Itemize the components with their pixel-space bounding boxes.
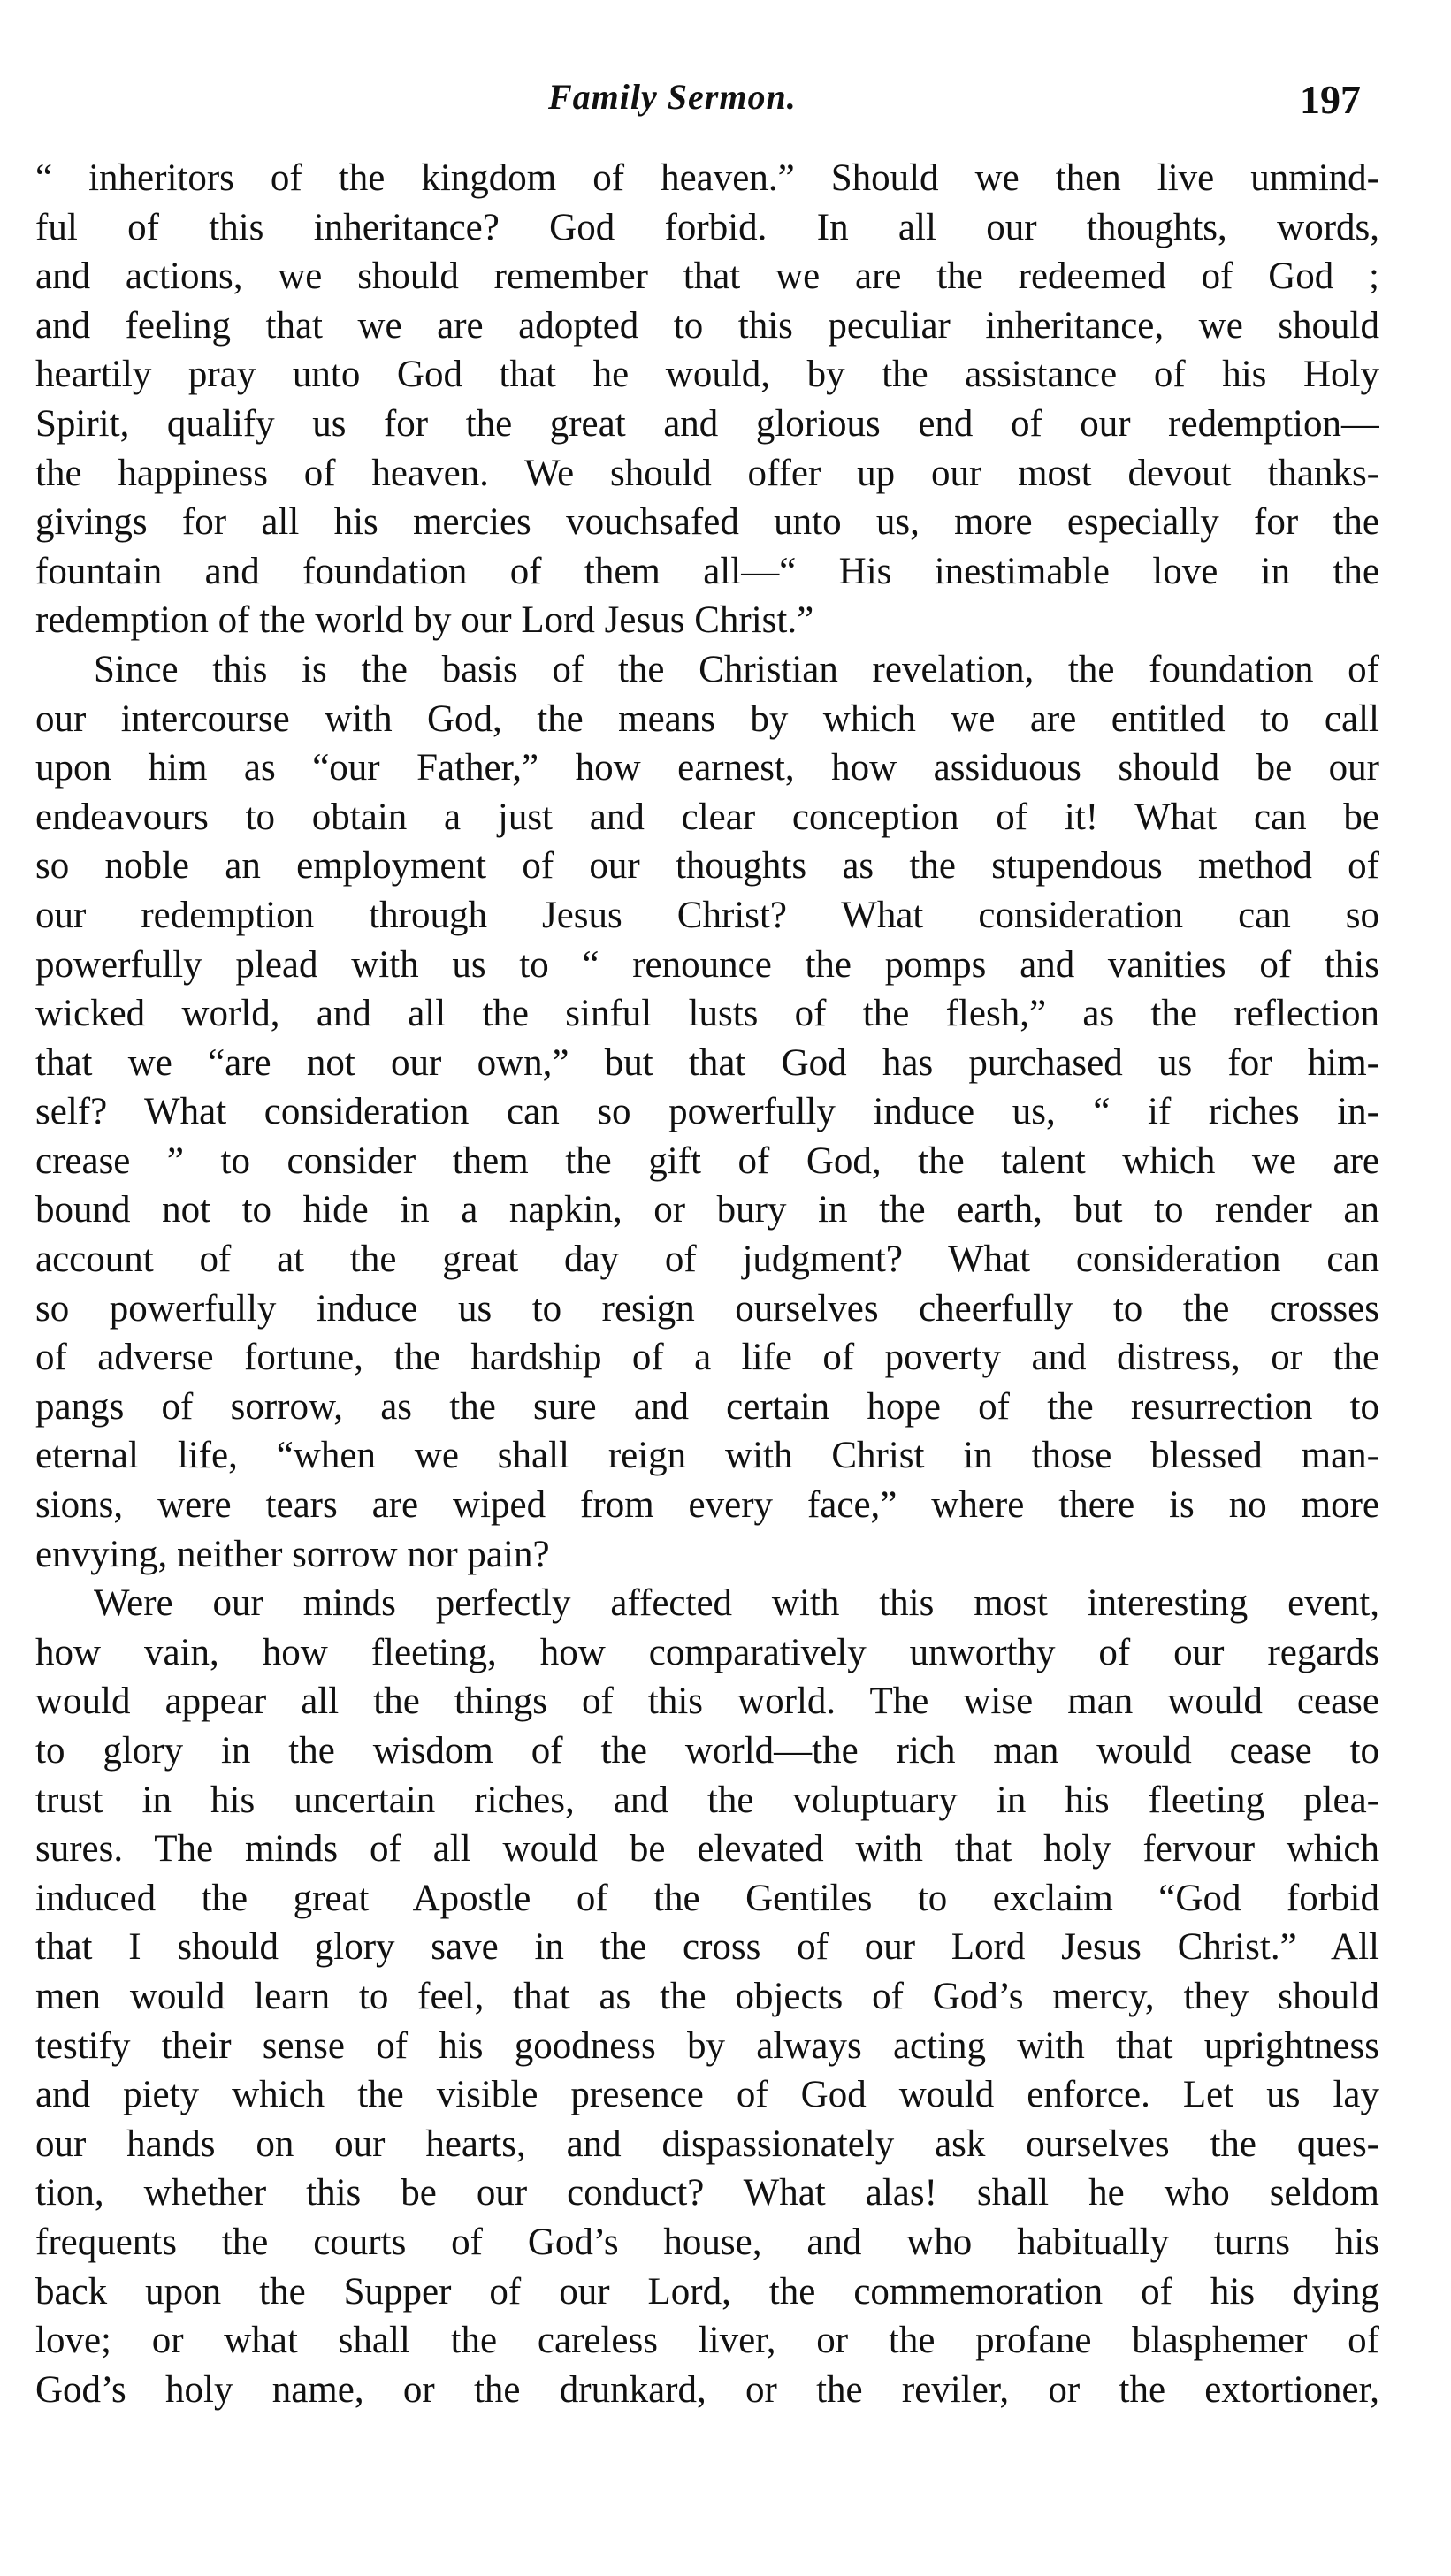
text-line: so noble an employment of our thoughts as the stupendous method of: [35, 845, 1379, 888]
running-title: Family Sermon.: [548, 77, 797, 117]
text-line: our intercourse with God, the means by which we are entitled to call: [35, 697, 1379, 740]
text-line: and piety which the visible presence of God would enforce. Let us lay: [35, 2074, 1379, 2116]
text-line: love; or what shall the careless liver, or the profane blasphemer of: [35, 2320, 1379, 2362]
text-line: powerfully plead with us to “ renounce the pomps and vanities of this: [35, 943, 1379, 986]
text-line: induced the great Apostle of the Gentiles to exclaim “God forbid: [35, 1877, 1379, 1919]
text-line: God’s holy name, or the drunkard, or the reviler, or the extortioner,: [35, 2368, 1379, 2411]
text-line: and feeling that we are adopted to this peculiar inheritance, we should: [35, 304, 1379, 347]
text-line: and actions, we should remember that we are the redeemed of God ;: [35, 255, 1379, 298]
paragraph-start-line: Since this is the basis of the Christian revelation, the foundation of: [94, 648, 1379, 690]
text-line: our redemption through Jesus Christ? What consideration can so: [35, 894, 1379, 936]
text-line: tion, whether this be our conduct? What alas! shall he who seldom: [35, 2172, 1379, 2214]
text-line: wicked world, and all the sinful lusts of the flesh,” as the reflection: [35, 993, 1379, 1035]
text-line: ful of this inheritance? God forbid. In all our thoughts, words,: [35, 206, 1379, 248]
text-line: the happiness of heaven. We should offer up our most devout thanks-: [35, 452, 1379, 494]
text-line: back upon the Supper of our Lord, the commemoration of his dying: [35, 2270, 1379, 2313]
text-line: pangs of sorrow, as the sure and certain hope of the resurrection to: [35, 1385, 1379, 1428]
text-line: frequents the courts of God’s house, and who habitually turns his: [35, 2221, 1379, 2263]
sermon-text: [35, 154, 1379, 2414]
page-number: 197: [1300, 77, 1361, 122]
text-line: givings for all his mercies vouchsafed unto us, more especially for the: [35, 501, 1379, 544]
text-line: crease ” to consider them the gift of God, the talent which we are: [35, 1139, 1379, 1182]
text-line: bound not to hide in a napkin, or bury in the earth, but to render an: [35, 1189, 1379, 1231]
text-line: to glory in the wisdom of the world—the rich man would cease to: [35, 1730, 1379, 1772]
text-line: of adverse fortune, the hardship of a life of poverty and distress, or the: [35, 1337, 1379, 1379]
text-line: heartily pray unto God that he would, by the assistance of his Holy: [35, 354, 1379, 396]
text-line: that I should glory save in the cross of our Lord Jesus Christ.” All: [35, 1926, 1379, 1969]
paragraph-start-line: Were our minds perfectly affected with this most interesting event,: [94, 1582, 1379, 1625]
text-line: trust in his uncertain riches, and the voluptuary in his fleeting plea-: [35, 1779, 1379, 1821]
running-head: [0, 76, 1451, 129]
text-line: testify their sense of his goodness by always acting with that uprightness: [35, 2024, 1379, 2067]
text-line: would appear all the things of this world. The wise man would cease: [35, 1680, 1379, 1723]
text-line: our hands on our hearts, and dispassionately ask ourselves the ques-: [35, 2123, 1379, 2165]
text-line: self? What consideration can so powerfully induce us, “ if riches in-: [35, 1091, 1379, 1133]
text-line: upon him as “our Father,” how earnest, how assiduous should be our: [35, 747, 1379, 789]
text-line: endeavours to obtain a just and clear conception of it! What can be: [35, 796, 1379, 838]
text-line: that we “are not our own,” but that God has purchased us for him-: [35, 1041, 1379, 1084]
text-line: so powerfully induce us to resign ourselves cheerfully to the crosses: [35, 1287, 1379, 1330]
text-line: eternal life, “when we shall reign with Christ in those blessed man-: [35, 1435, 1379, 1477]
text-line: men would learn to feel, that as the objects of God’s mercy, they should: [35, 1975, 1379, 2017]
text-line: Spirit, qualify us for the great and glorious end of our redemption—: [35, 402, 1379, 445]
text-line: envying, neither sorrow nor pain?: [35, 1533, 550, 1575]
text-line: “ inheritors of the kingdom of heaven.” Should we then live unmind-: [35, 157, 1379, 199]
text-line: sions, were tears are wiped from every face,” where there is no more: [35, 1484, 1379, 1527]
text-line: fountain and foundation of them all—“ His inestimable love in the: [35, 550, 1379, 592]
text-line: account of at the great day of judgment? What consideration can: [35, 1238, 1379, 1281]
text-line: how vain, how fleeting, how comparatively unworthy of our regards: [35, 1631, 1379, 1673]
text-line: sures. The minds of all would be elevated with that holy fervour which: [35, 1828, 1379, 1871]
text-line: redemption of the world by our Lord Jesus Christ.”: [35, 599, 814, 642]
